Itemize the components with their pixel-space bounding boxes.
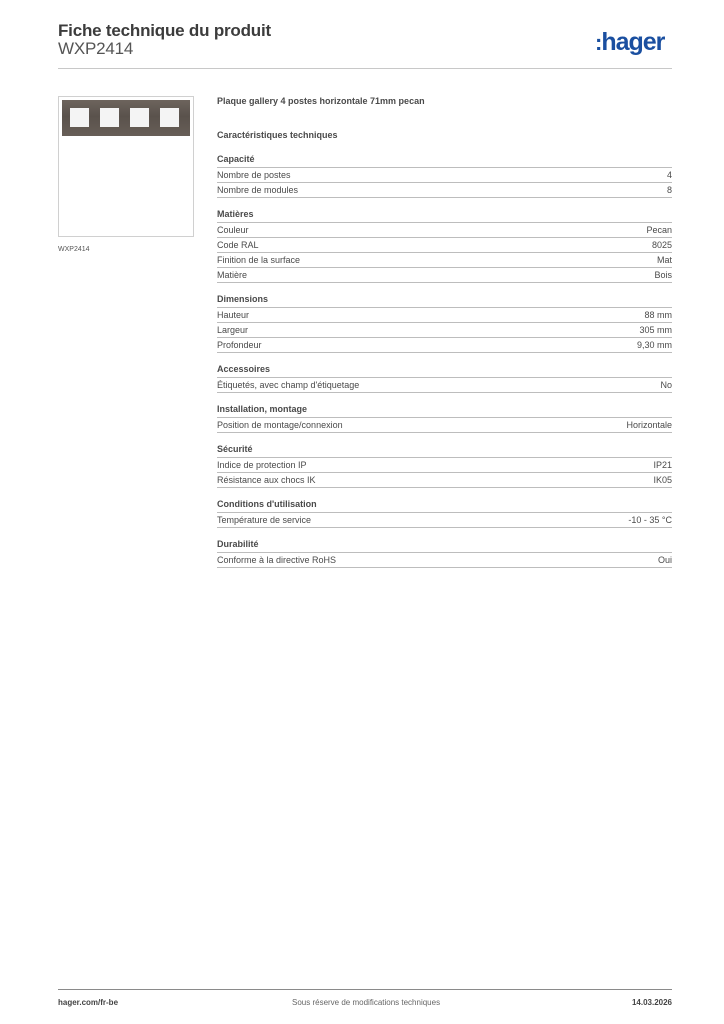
spec-value: 9,30 mm <box>636 340 672 350</box>
plate-opening <box>130 108 149 127</box>
spec-row <box>217 223 672 238</box>
product-reference: WXP2414 <box>58 39 134 58</box>
section-title: Accessoires <box>217 363 672 378</box>
gallery-plate-picture <box>62 100 190 136</box>
spec-value: Horizontale <box>626 420 672 430</box>
spec-section <box>217 208 672 283</box>
section-title: Dimensions <box>217 293 672 308</box>
logo-colon: : <box>595 30 602 55</box>
plate-opening <box>160 108 179 127</box>
spec-value: 8025 <box>651 240 672 250</box>
spec-section <box>217 538 672 568</box>
spec-value: IP21 <box>653 460 672 470</box>
logo-text: hager <box>601 28 665 56</box>
spec-label: Profondeur <box>217 340 262 350</box>
spec-row <box>217 338 672 353</box>
spec-label: Nombre de postes <box>217 170 291 180</box>
spec-value: 88 mm <box>644 310 672 320</box>
spec-label: Hauteur <box>217 310 250 320</box>
footer-website: hager.com/fr-be <box>58 998 119 1007</box>
plate-opening <box>70 108 89 127</box>
spec-label: Température de service <box>217 515 312 525</box>
spec-row <box>217 308 672 323</box>
section-title: Conditions d'utilisation <box>217 498 672 513</box>
spec-label: Conforme à la directive RoHS <box>217 555 337 565</box>
spec-row <box>217 238 672 253</box>
spec-value: No <box>660 380 672 390</box>
spec-label: Finition de la surface <box>217 255 301 265</box>
section-title: Matières <box>217 208 672 223</box>
header-divider <box>58 68 672 69</box>
spec-label: Nombre de modules <box>217 185 299 195</box>
spec-label: Indice de protection IP <box>217 460 307 470</box>
spec-label: Code RAL <box>217 240 259 250</box>
spec-label: Position de montage/connexion <box>217 420 343 430</box>
spec-row <box>217 513 672 528</box>
spec-label: Largeur <box>217 325 249 335</box>
spec-value: Mat <box>656 255 672 265</box>
spec-row <box>217 253 672 268</box>
footer-notice: Sous réserve de modifications techniques <box>292 998 441 1007</box>
spec-row <box>217 268 672 283</box>
spec-row <box>217 378 672 393</box>
spec-section <box>217 498 672 528</box>
spec-value: Bois <box>654 270 672 280</box>
section-title: Installation, montage <box>217 403 672 418</box>
spec-row <box>217 458 672 473</box>
footer-divider <box>58 989 672 990</box>
tech-characteristics-title: Caractéristiques techniques <box>217 130 338 140</box>
spec-section <box>217 443 672 488</box>
spec-section <box>217 293 672 353</box>
spec-value: 4 <box>666 170 672 180</box>
spec-section <box>217 403 672 433</box>
spec-value: 305 mm <box>639 325 672 335</box>
plate-opening <box>100 108 119 127</box>
spec-value: Oui <box>657 555 672 565</box>
spec-value: Pecan <box>646 225 672 235</box>
spec-row <box>217 553 672 568</box>
footer-date: 14.03.2026 <box>631 998 672 1007</box>
product-image <box>58 96 194 237</box>
product-description: Plaque gallery 4 postes horizontale 71mm pecan <box>217 96 425 106</box>
section-title: Durabilité <box>217 538 672 553</box>
section-title: Sécurité <box>217 443 672 458</box>
spec-value: IK05 <box>653 475 672 485</box>
spec-row <box>217 473 672 488</box>
spec-sections <box>217 153 672 568</box>
spec-label: Matière <box>217 270 248 280</box>
spec-section <box>217 153 672 198</box>
spec-section <box>217 363 672 393</box>
spec-content <box>217 95 672 578</box>
spec-row <box>217 323 672 338</box>
spec-row <box>217 418 672 433</box>
spec-label: Résistance aux chocs IK <box>217 475 316 485</box>
spec-row <box>217 168 672 183</box>
spec-value: 8 <box>666 185 672 195</box>
page-title: Fiche technique du produit <box>58 21 271 40</box>
spec-label: Étiquetés, avec champ d'étiquetage <box>217 380 360 390</box>
spec-row <box>217 183 672 198</box>
section-title: Capacité <box>217 153 672 168</box>
image-caption: WXP2414 <box>58 246 90 253</box>
hager-logo <box>595 28 664 57</box>
spec-label: Couleur <box>217 225 249 235</box>
spec-value: -10 - 35 °C <box>628 515 672 525</box>
